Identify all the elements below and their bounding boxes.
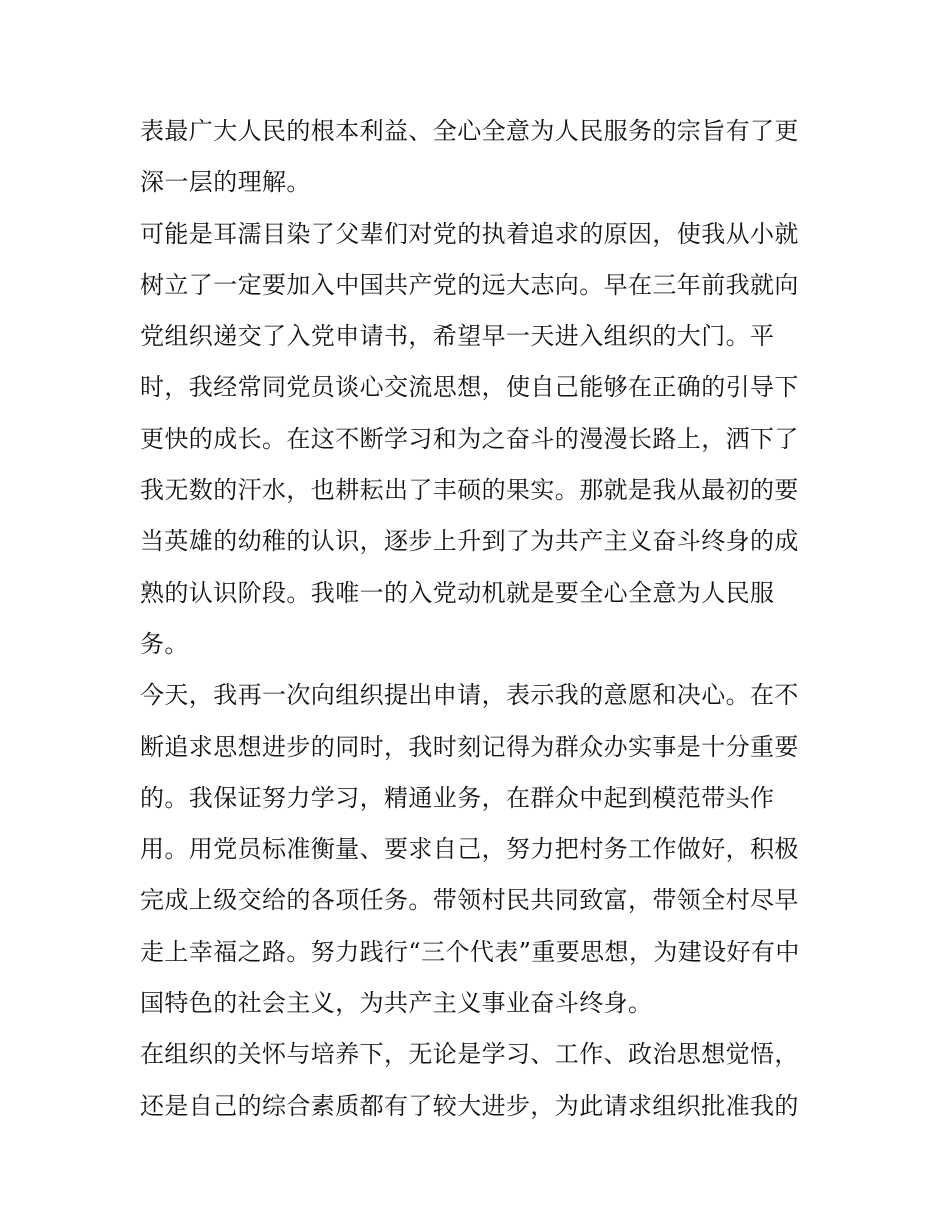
text-line: 断追求思想进步的同时，我时刻记得为群众办实事是十分重要 [140,732,799,761]
text-line: 表最广大人民的根本利益、全心全意为人民服务的宗旨有了更 [140,117,799,145]
text-line: 当英雄的幼稚的认识，逐步上升到了为共产主义奋斗终身的成 [140,527,799,556]
text-line: 务。 [140,629,189,658]
text-line: 用。用党员标准衡量、要求自己，努力把村务工作做好，积极 [140,835,799,864]
text-line: 树立了一定要加入中国共产党的远大志向。早在三年前我就向 [140,270,799,299]
text-line: 今天，我再一次向组织提出申请，表示我的意愿和决心。在不 [140,681,799,710]
text-line: 熟的认识阶段。我唯一的入党动机就是要全心全意为人民服 [140,578,775,607]
text-line: 深一层的理解。 [140,168,311,197]
text-line: 可能是耳濡目染了父辈们对党的执着追求的原因，使我从小就 [140,219,799,248]
text-line: 我无数的汗水，也耕耘出了丰硕的果实。那就是我从最初的要 [140,476,799,505]
text-line: 更快的成长。在这不断学习和为之奋斗的漫漫长路上，洒下了 [140,424,799,453]
text-line: 在组织的关怀与培养下，无论是学习、工作、政治思想觉悟， [140,1040,799,1069]
text-line: 完成上级交给的各项任务。带领村民共同致富，带领全村尽早 [140,886,799,915]
text-line: 走上幸福之路。努力践行“三个代表”重要思想，为建设好有中 [140,937,800,966]
text-line: 党组织递交了入党申请书，希望早一天进入组织的大门。平 [140,322,775,351]
text-line: 国特色的社会主义，为共产主义事业奋斗终身。 [140,989,653,1018]
document-body [140,106,820,1132]
text-line: 还是自己的综合素质都有了较大进步，为此请求组织批准我的 [140,1091,799,1120]
text-line: 的。我保证努力学习，精通业务，在群众中起到模范带头作 [140,783,775,812]
text-line: 时，我经常同党员谈心交流思想，使自己能够在正确的引导下 [140,373,799,402]
